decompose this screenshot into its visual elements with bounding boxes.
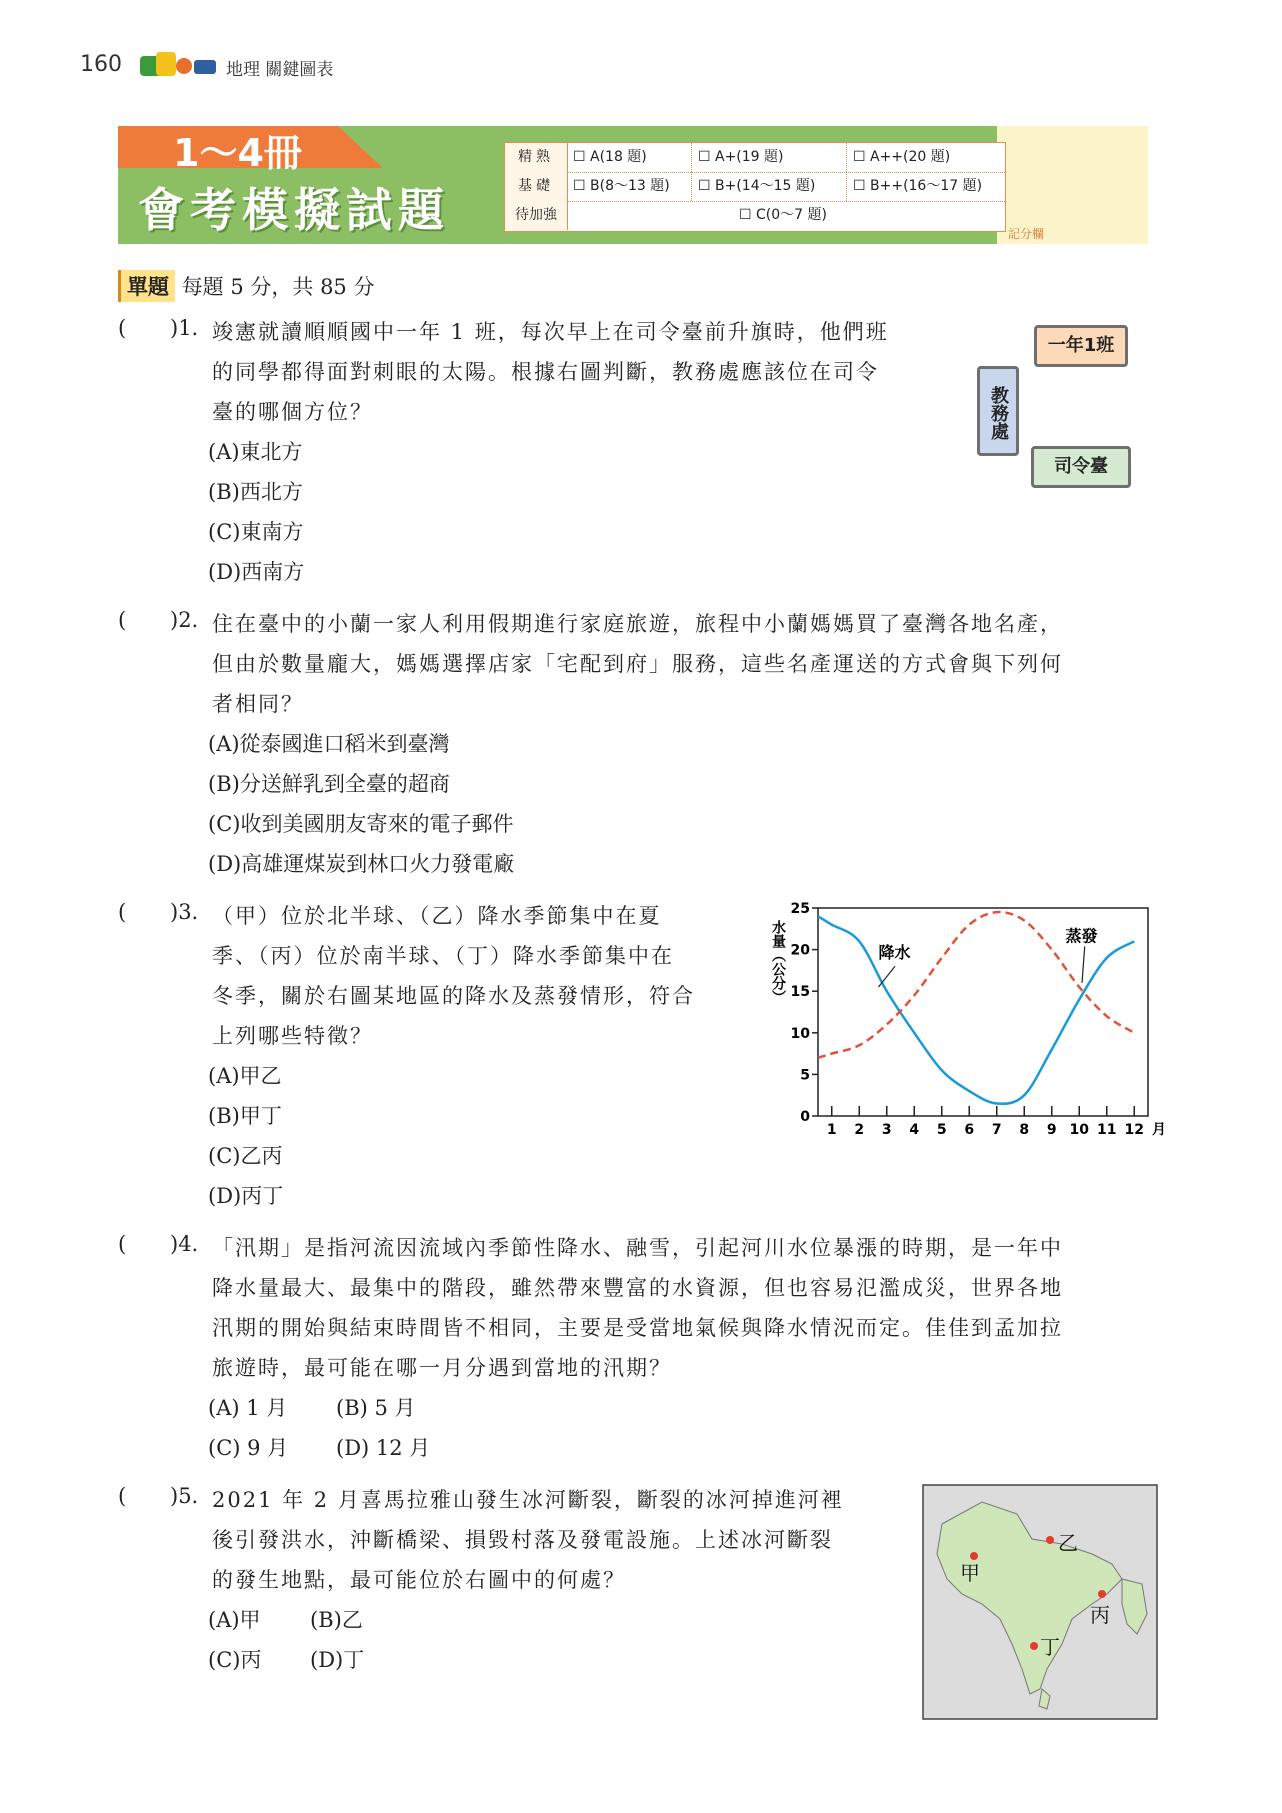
volume-range: 1～4冊 (173, 131, 302, 175)
x-tick-label: 4 (909, 1122, 920, 1138)
option-b[interactable]: (B)分送鮮乳到全臺的超商 (208, 772, 450, 796)
question-number: )1. (170, 316, 199, 340)
option-b[interactable]: (B)甲丁 (208, 1104, 282, 1128)
podium-box: 司令臺 (1031, 446, 1131, 488)
x-tick-label: 7 (991, 1122, 1002, 1138)
question-text: 住在臺中的小蘭一家人利用假期進行家庭旅遊，旅程中小蘭媽媽買了臺灣各地名產， (212, 612, 1063, 636)
option-c[interactable]: (C) 9 月 (208, 1436, 289, 1460)
x-axis-label: 月 (1152, 1122, 1166, 1138)
y-axis-label: 水量（公分） (770, 920, 786, 1004)
option-c[interactable]: (C)東南方 (208, 520, 304, 544)
score-option[interactable]: ☐ B++(16～17 題) (853, 178, 983, 194)
x-tick-label: 1 (826, 1122, 837, 1138)
plot-frame (818, 908, 1148, 1116)
x-tick-label: 6 (964, 1122, 975, 1138)
x-tick-label: 2 (854, 1122, 865, 1138)
score-row-proficient (505, 143, 1005, 173)
south-asia-map (922, 1484, 1158, 1720)
question-number: )2. (170, 608, 199, 632)
option-a[interactable]: (A)從泰國進口稻米到臺灣 (208, 732, 450, 756)
question-text: 降水量最大、最集中的階段，雖然帶來豐富的水資源，但也容易氾濫成災，世界各地 (212, 1276, 1063, 1300)
question-text: （甲）位於北半球、（乙）降水季節集中在夏 (212, 904, 662, 928)
option-d[interactable]: (D)丙丁 (208, 1184, 284, 1208)
question-text: 季、（丙）位於南半球、（丁）降水季節集中在 (212, 944, 674, 968)
answer-blank[interactable]: ( (118, 900, 127, 924)
option-d[interactable]: (D)西南方 (208, 560, 305, 584)
x-tick-label: 5 (936, 1122, 947, 1138)
question-text: 上列哪些特徵？ (212, 1024, 373, 1048)
x-tick-label: 12 (1124, 1122, 1144, 1138)
score-option[interactable]: ☐ A(18 題) (567, 143, 692, 172)
y-tick-label: 15 (790, 984, 810, 1001)
question-number: )5. (170, 1484, 199, 1508)
x-tick-label: 9 (1046, 1122, 1057, 1138)
option-d[interactable]: (D)丁 (310, 1648, 365, 1672)
academic-office-box: 教務處 (977, 366, 1019, 456)
question-number: )4. (170, 1232, 199, 1256)
y-tick-label: 0 (800, 1109, 810, 1125)
score-row-basic (505, 172, 1005, 202)
y-tick-label: 10 (790, 1025, 810, 1042)
answer-blank[interactable]: ( (118, 1484, 127, 1508)
publisher-logo-icon (138, 50, 218, 80)
answer-blank[interactable]: ( (118, 608, 127, 632)
score-category: 基礎 (505, 172, 568, 201)
option-b[interactable]: (B)乙 (310, 1608, 363, 1632)
score-category: 待加強 (505, 201, 568, 230)
score-row-improve (505, 201, 1005, 230)
y-tick-label: 25 (790, 901, 810, 917)
question-text: 旅遊時，最可能在哪一月分遇到當地的汛期？ (212, 1356, 672, 1380)
option-c[interactable]: (C)乙丙 (208, 1144, 283, 1168)
option-b[interactable]: (B)西北方 (208, 480, 303, 504)
question-text: 的發生地點，最可能位於右圖中的何處？ (212, 1568, 626, 1592)
question-text: 冬季，關於右圖某地區的降水及蒸發情形，符合 (212, 984, 695, 1008)
option-a[interactable]: (A)東北方 (208, 440, 303, 464)
y-tick-label: 5 (800, 1067, 810, 1084)
subject-title: 地理 關鍵圖表 (226, 60, 334, 80)
answer-blank[interactable]: ( (118, 316, 127, 340)
x-tick-label: 11 (1097, 1122, 1117, 1138)
class-room-box: 一年1班 (1034, 325, 1128, 367)
question-text: 竣憲就讀順順國中一年 1 班，每次早上在司令臺前升旗時，他們班 (212, 320, 889, 344)
section-heading (118, 270, 374, 302)
series-label-precipitation: 降水 (878, 942, 911, 962)
question-text: 後引發洪水，沖斷橋梁、損毀村落及發電設施。上述冰河斷裂 (212, 1528, 833, 1552)
section-desc: 每題 5 分，共 85 分 (181, 275, 375, 299)
question-text: 的同學都得面對刺眼的太陽。根據右圖判斷，教務處應該位在司令 (212, 360, 879, 384)
precipitation-evaporation-chart (770, 896, 1170, 1146)
map-label-ding: 丁 (1040, 1635, 1060, 1659)
map-label-jia: 甲 (960, 1561, 980, 1585)
score-option[interactable]: ☐ C(0～7 題) (739, 207, 827, 223)
score-option[interactable]: ☐ B(8～13 題) (567, 172, 692, 201)
y-tick-label: 20 (790, 942, 810, 959)
x-tick-label: 10 (1069, 1122, 1089, 1138)
exam-banner (118, 126, 1148, 244)
question-text: 但由於數量龐大，媽媽選擇店家「宅配到府」服務，這些名產運送的方式會與下列何 (212, 652, 1063, 676)
score-option[interactable]: ☐ B+(14～15 題) (692, 172, 847, 201)
map-label-yi: 乙 (1058, 1531, 1078, 1555)
chart-axes (818, 908, 1148, 1116)
score-option[interactable]: ☐ A+(19 題) (692, 143, 847, 172)
option-c[interactable]: (C)丙 (208, 1648, 262, 1672)
score-table (504, 142, 1006, 232)
map-label-bing: 丙 (1090, 1603, 1110, 1627)
question-text: 2021 年 2 月喜馬拉雅山發生冰河斷裂，斷裂的冰河掉進河裡 (212, 1488, 844, 1512)
series-label-evaporation: 蒸發 (1065, 926, 1098, 946)
score-box-label: 記分欄 (1008, 227, 1045, 241)
answer-blank[interactable]: ( (118, 1232, 127, 1256)
x-tick-label: 8 (1019, 1122, 1030, 1138)
option-a[interactable]: (A) 1 月 (208, 1396, 288, 1420)
section-tag: 單題 (118, 270, 175, 302)
score-option[interactable]: ☐ A++(20 題) (853, 149, 951, 165)
question-text: 臺的哪個方位？ (212, 400, 373, 424)
exam-title: 會考模擬試題 (138, 183, 450, 237)
score-category: 精熟 (505, 143, 568, 172)
question-text: 者相同？ (212, 692, 304, 716)
option-a[interactable]: (A)甲 (208, 1608, 261, 1632)
option-d[interactable]: (D) 12 月 (336, 1436, 431, 1460)
question-text: 「汛期」是指河流因流域內季節性降水、融雪，引起河川水位暴漲的時期，是一年中 (212, 1236, 1063, 1260)
option-b[interactable]: (B) 5 月 (336, 1396, 416, 1420)
option-d[interactable]: (D)高雄運煤炭到林口火力發電廠 (208, 852, 515, 876)
x-tick-label: 3 (881, 1122, 892, 1138)
question-text: 汛期的開始與結束時間皆不相同，主要是受當地氣候與降水情況而定。佳佳到孟加拉 (212, 1316, 1063, 1340)
page-number: 160 (80, 52, 122, 77)
option-c[interactable]: (C)收到美國朋友寄來的電子郵件 (208, 812, 514, 836)
option-a[interactable]: (A)甲乙 (208, 1064, 282, 1088)
question-number: )3. (170, 900, 199, 924)
